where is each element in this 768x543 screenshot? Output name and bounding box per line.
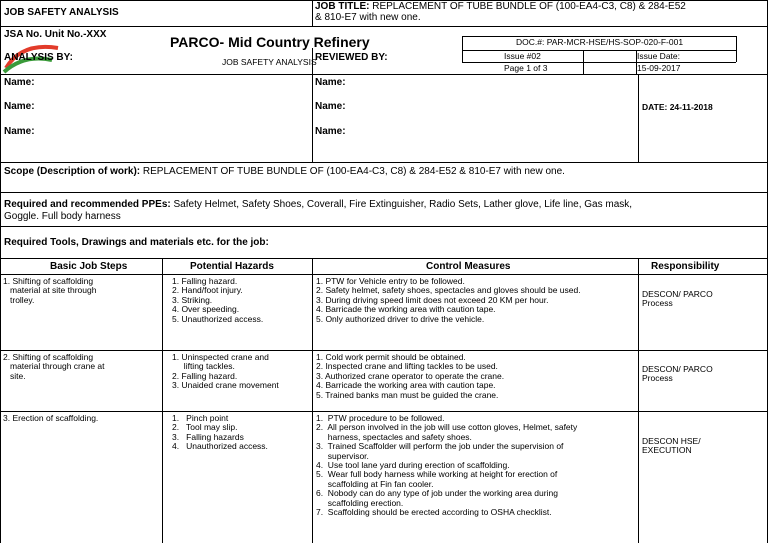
header-control-measures: Control Measures xyxy=(426,261,511,272)
analysis-name-2: Name: xyxy=(4,101,35,112)
reviewed-by-label: REVIEWED BY: xyxy=(315,52,388,63)
job-title-cont: & 810-E7 with new one. xyxy=(315,12,421,23)
scope: Scope (Description of work): REPLACEMENT OF TUBE BUNDLE OF (100-EA4-C3, C8) & 284-E52 & 810-E7 with new one. xyxy=(4,166,565,177)
review-name-2: Name: xyxy=(315,101,346,112)
document-number: DOC.#: PAR-MCR-HSE/HS-SOP-020-F-001 xyxy=(516,37,684,47)
jsa-number: JSA No. Unit No.-XXX xyxy=(4,29,107,40)
row-2-hazards: 1. Uninspected crane and lifting tackles. 2. Falling hazard. 3. Unaided crane movement xyxy=(172,352,279,391)
ppe-line-1: Required and recommended PPEs: Safety Helmet, Safety Shoes, Coverall, Fire Extinguisher, Radio Sets, Lather glove, Life line, Gas mask, xyxy=(4,199,633,210)
row-2-responsibility: DESCON/ PARCO Process xyxy=(642,364,713,384)
row-1-step: 1. Shifting of scaffolding material at site through trolley. xyxy=(3,276,97,305)
header-responsibility: Responsibility xyxy=(651,261,720,272)
row-3-hazards: 1. Pinch point 2. Tool may slip. 3. Falling hazards 4. Unauthorized access. xyxy=(172,413,268,452)
document-subtitle: JOB SAFETY ANALYSIS xyxy=(222,57,317,67)
header-basic-job-steps: Basic Job Steps xyxy=(50,261,128,272)
page-number: Page 1 of 3 xyxy=(504,63,548,73)
row-3-step: 3. Erection of scaffolding. xyxy=(3,413,99,423)
review-name-3: Name: xyxy=(315,126,346,137)
issue-date: 15-09-2017 xyxy=(637,63,681,73)
row-2-controls: 1. Cold work permit should be obtained. 2. Inspected crane and lifting tackles to be used. 3. Authorized crane operator to operate the crane. 4. Barricade the working area with caution tape. 5. Trained banks man must be guided the crane. xyxy=(316,352,505,400)
row-1-hazards: 1. Falling hazard. 2. Hand/foot injury. 3. Striking. 4. Over speeding. 5. Unauthorized access. xyxy=(172,276,264,324)
ppe-line-2: Goggle. Full body harness xyxy=(4,211,121,222)
review-name-1: Name: xyxy=(315,77,346,88)
row-1-controls: 1. PTW for Vehicle entry to be followed. 2. Safety helmet, safety shoes, spectacles and gloves should be used. 3. During driving speed limit does not exceed 20 KM per hour. 4. Barricade the working area with caution tape. 5. Only authorized driver to drive the vehicle. xyxy=(316,276,581,324)
tools-label: Required Tools, Drawings and materials etc. for the job: xyxy=(4,237,269,248)
analysis-date: DATE: 24-11-2018 xyxy=(642,102,713,112)
issue-number: Issue #02 xyxy=(504,51,541,61)
job-title: JOB TITLE: REPLACEMENT OF TUBE BUNDLE OF (100-EA4-C3, C8) & 284-E52 xyxy=(315,1,686,12)
jsa-title: JOB SAFETY ANALYSIS xyxy=(4,7,119,18)
row-2-step: 2. Shifting of scaffolding material through crane at site. xyxy=(3,352,105,381)
header-potential-hazards: Potential Hazards xyxy=(190,261,274,272)
row-3-responsibility: DESCON HSE/ EXECUTION xyxy=(642,436,701,456)
analysis-name-1: Name: xyxy=(4,77,35,88)
row-3-controls: 1. PTW procedure to be followed. 2. All person involved in the job will use cotton gloves, Helmet, safety harness, spectacles and safety shoes. 3. Trained Scaffolder will perform the job under the supervision of supervisor. 4. Use tool lane yard during erection of scaffolding. 5. Wear full body harness while working at height for erection of scaffolding at Fin fan cooler. 6. Nobody can do any type of job under the working area during scaffolding erection. 7. Scaffolding should be erected according to OSHA checklist. xyxy=(316,413,578,518)
issue-date-label: Issue Date: xyxy=(637,51,680,61)
analysis-name-3: Name: xyxy=(4,126,35,137)
row-1-responsibility: DESCON/ PARCO Process xyxy=(642,289,713,309)
analysis-by-label: ANALYSIS BY: xyxy=(4,52,73,63)
company-name: PARCO- Mid Country Refinery xyxy=(170,34,370,50)
